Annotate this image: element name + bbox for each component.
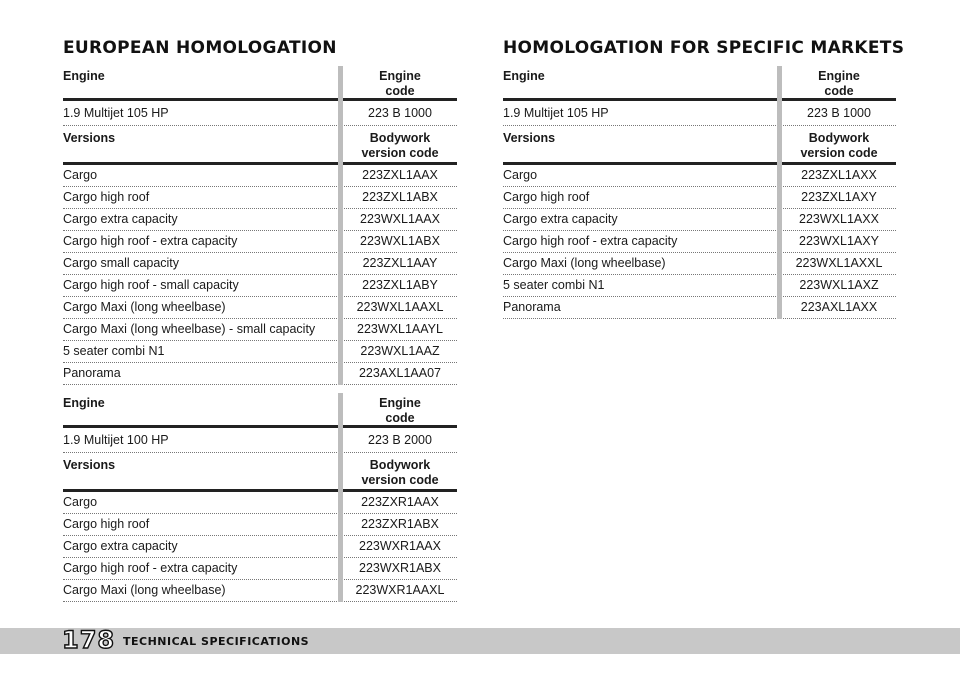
version-name: Panorama (63, 366, 121, 380)
bodywork-header: Bodywork version code (361, 131, 439, 160)
engine-code: 223 B 1000 (807, 106, 871, 120)
version-code: 223WXL1AAYL (357, 322, 443, 336)
table-row (503, 187, 896, 209)
table-gap (63, 385, 457, 393)
version-name: Cargo high roof - extra capacity (503, 234, 678, 248)
table-row (63, 253, 457, 275)
table-row (503, 209, 896, 231)
version-code: 223WXL1AXXL (795, 256, 883, 270)
version-name: Cargo Maxi (long wheelbase) (63, 583, 226, 597)
version-name: Cargo Maxi (long wheelbase) - small capacity (63, 322, 316, 336)
table-row (63, 558, 457, 580)
version-name: Cargo Maxi (long wheelbase) (63, 300, 226, 314)
engine-header-row (63, 393, 457, 428)
versions-header: Versions (63, 458, 116, 472)
versions-header-row (503, 126, 896, 165)
engine-name: 1.9 Multijet 105 HP (63, 106, 169, 120)
version-code: 223ZXL1AAY (362, 256, 438, 270)
table-row (63, 275, 457, 297)
bodywork-header: Bodywork version code (800, 131, 878, 160)
engine-header-row (63, 66, 457, 101)
table-row (63, 209, 457, 231)
table-row (503, 275, 896, 297)
section-title: EUROPEAN HOMOLOGATION (63, 38, 337, 58)
version-name: Cargo high roof (63, 190, 150, 204)
engine-row (63, 101, 457, 126)
version-code: 223WXR1ABX (359, 561, 441, 575)
version-name: 5 seater combi N1 (503, 278, 605, 292)
version-name: Cargo (503, 168, 538, 182)
engine-code-header: Engine code (379, 396, 421, 425)
table-row (63, 363, 457, 385)
specific-markets-section (503, 38, 905, 319)
table-row (63, 536, 457, 558)
version-name: Cargo (63, 168, 98, 182)
version-code: 223AXL1AXX (800, 300, 878, 314)
spec-table (503, 66, 896, 319)
versions-header: Versions (503, 131, 556, 145)
engine-name: 1.9 Multijet 105 HP (503, 106, 609, 120)
version-name: Cargo high roof - extra capacity (63, 561, 238, 575)
version-code: 223WXL1AAZ (360, 344, 440, 358)
version-code: 223WXR1AAXL (355, 583, 445, 597)
version-code: 223ZXR1AAX (361, 495, 439, 509)
footer-section-title: TECHNICAL SPECIFICATIONS (123, 635, 310, 648)
version-code: 223ZXL1AXX (801, 168, 877, 182)
version-name: Cargo small capacity (63, 256, 180, 270)
versions-header-row (63, 126, 457, 165)
version-code: 223WXR1AAX (359, 539, 441, 553)
engine-header: Engine (503, 69, 545, 83)
right-tables (503, 66, 896, 319)
version-name: Cargo extra capacity (503, 212, 618, 226)
table-row (63, 165, 457, 187)
version-name: Cargo (63, 495, 98, 509)
version-code: 223ZXL1ABY (362, 278, 438, 292)
engine-header-row (503, 66, 896, 101)
table-row (503, 253, 896, 275)
engine-code: 223 B 2000 (368, 433, 432, 447)
version-code: 223WXL1AXZ (799, 278, 879, 292)
version-name: Cargo high roof (63, 517, 150, 531)
versions-header-row (63, 453, 457, 492)
version-code: 223WXL1AAXL (356, 300, 444, 314)
version-name: 5 seater combi N1 (63, 344, 165, 358)
engine-code-header: Engine code (379, 69, 421, 98)
table-row (63, 492, 457, 514)
table-row (63, 297, 457, 319)
versions-header: Versions (63, 131, 116, 145)
table-row (63, 580, 457, 602)
version-name: Cargo high roof - extra capacity (63, 234, 238, 248)
european-homologation-section (63, 38, 457, 602)
engine-code: 223 B 1000 (368, 106, 432, 120)
spec-table (63, 66, 457, 385)
engine-row (63, 428, 457, 453)
table-row (503, 231, 896, 253)
table-row (63, 514, 457, 536)
engine-row (503, 101, 896, 126)
page-number: 178 (62, 626, 116, 654)
version-name: Cargo high roof (503, 190, 590, 204)
version-code: 223WXL1AAX (360, 212, 440, 226)
version-name: Cargo Maxi (long wheelbase) (503, 256, 666, 270)
version-name: Cargo high roof - small capacity (63, 278, 239, 292)
version-code: 223AXL1AA07 (358, 366, 441, 380)
version-code: 223ZXL1AAX (362, 168, 438, 182)
engine-header: Engine (63, 396, 105, 410)
table-row (63, 231, 457, 253)
table-row (503, 297, 896, 319)
table-row (63, 319, 457, 341)
version-name: Panorama (503, 300, 561, 314)
version-name: Cargo extra capacity (63, 539, 178, 553)
version-code: 223WXL1AXY (799, 234, 879, 248)
table-row (63, 187, 457, 209)
left-tables (63, 66, 457, 602)
version-code: 223ZXL1AXY (801, 190, 877, 204)
spec-table (63, 393, 457, 602)
engine-name: 1.9 Multijet 100 HP (63, 433, 169, 447)
version-code: 223ZXL1ABX (362, 190, 438, 204)
version-name: Cargo extra capacity (63, 212, 178, 226)
table-row (503, 165, 896, 187)
section-title: HOMOLOGATION FOR SPECIFIC MARKETS (503, 38, 905, 58)
version-code: 223WXL1ABX (360, 234, 440, 248)
bodywork-header: Bodywork version code (361, 458, 439, 487)
engine-header: Engine (63, 69, 105, 83)
table-row (63, 341, 457, 363)
version-code: 223ZXR1ABX (361, 517, 439, 531)
version-code: 223WXL1AXX (799, 212, 879, 226)
engine-code-header: Engine code (818, 69, 860, 98)
